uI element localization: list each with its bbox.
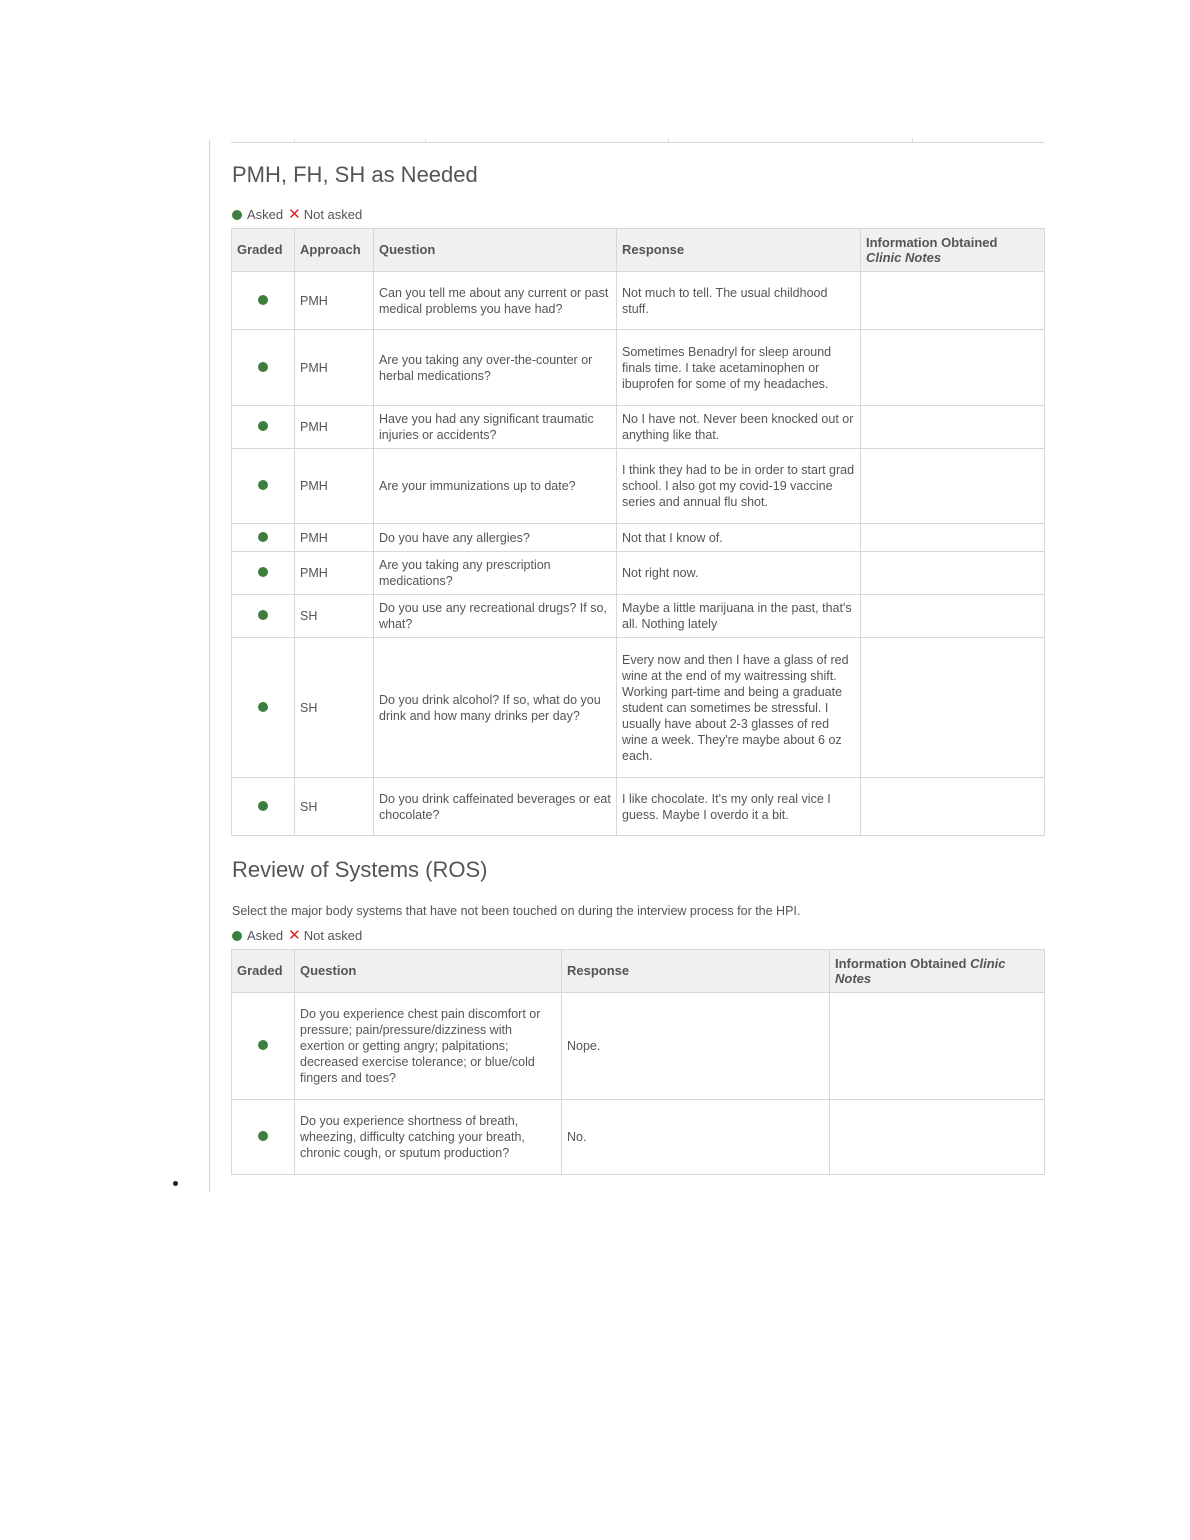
- col-question: Question: [374, 229, 617, 272]
- asked-dot-icon: [232, 931, 242, 941]
- question-cell: Can you tell me about any current or past medical problems you have had?: [374, 272, 617, 330]
- col-info-obtained: [861, 229, 1045, 272]
- response-cell: No I have not. Never been knocked out or anything like that.: [617, 406, 861, 449]
- graded-cell: [232, 638, 295, 778]
- col-clinic-label: Clinic: [970, 956, 1006, 971]
- col-question: Question: [295, 950, 562, 993]
- ros-table: [231, 949, 1045, 1175]
- col-approach: Approach: [295, 229, 374, 272]
- table-row: [232, 272, 1045, 330]
- col-response: Response: [617, 229, 861, 272]
- question-cell: Have you had any significant traumatic injuries or accidents?: [374, 406, 617, 449]
- notes-cell[interactable]: [830, 1100, 1045, 1175]
- notes-cell[interactable]: [861, 524, 1045, 552]
- asked-dot-icon: [258, 1131, 268, 1141]
- table-row: [232, 1100, 1045, 1175]
- question-cell: Do you drink caffeinated beverages or eat chocolate?: [374, 778, 617, 836]
- graded-cell: [232, 330, 295, 406]
- graded-cell: [232, 595, 295, 638]
- table-row: [232, 552, 1045, 595]
- notes-cell[interactable]: [861, 406, 1045, 449]
- asked-dot-icon: [258, 532, 268, 542]
- response-cell: I think they had to be in order to start grad school. I also got my covid-19 vaccine series and annual flu shot.: [617, 449, 861, 524]
- graded-cell: [232, 449, 295, 524]
- notes-cell[interactable]: [861, 272, 1045, 330]
- response-cell: Not right now.: [617, 552, 861, 595]
- pmh-table: [231, 228, 1045, 836]
- approach-cell: PMH: [295, 272, 374, 330]
- asked-dot-icon: [258, 567, 268, 577]
- response-cell: Not much to tell. The usual childhood stuff.: [617, 272, 861, 330]
- approach-cell: PMH: [295, 330, 374, 406]
- approach-cell: PMH: [295, 406, 374, 449]
- table-row: [232, 595, 1045, 638]
- response-cell: Maybe a little marijuana in the past, that's all. Nothing lately: [617, 595, 861, 638]
- asked-dot-icon: [258, 362, 268, 372]
- notes-cell[interactable]: [861, 449, 1045, 524]
- notes-cell[interactable]: [861, 330, 1045, 406]
- not-asked-x-icon: ✕: [288, 206, 301, 223]
- approach-cell: SH: [295, 778, 374, 836]
- not-asked-x-icon: ✕: [288, 927, 301, 944]
- asked-dot-icon: [258, 421, 268, 431]
- legend-not-asked-label: Not asked: [303, 928, 363, 943]
- col-info-label: Information Obtained: [866, 235, 998, 250]
- asked-dot-icon: [258, 610, 268, 620]
- notes-cell[interactable]: [861, 778, 1045, 836]
- table-row: [232, 638, 1045, 778]
- asked-dot-icon: [258, 480, 268, 490]
- pmh-section-title: PMH, FH, SH as Needed: [232, 162, 478, 187]
- ros-section-title: Review of Systems (ROS): [232, 857, 488, 882]
- approach-cell: SH: [295, 595, 374, 638]
- approach-cell: PMH: [295, 524, 374, 552]
- question-cell: Are you taking any over-the-counter or herbal medications?: [374, 330, 617, 406]
- notes-cell[interactable]: [861, 595, 1045, 638]
- col-notes-label: Notes: [835, 971, 872, 986]
- table-row: [232, 524, 1045, 552]
- question-cell: Do you use any recreational drugs? If so, what?: [374, 595, 617, 638]
- col-response: Response: [562, 950, 830, 993]
- table-row: [232, 449, 1045, 524]
- graded-cell: [232, 778, 295, 836]
- legend-asked-label: Asked: [247, 928, 284, 943]
- graded-cell: [232, 406, 295, 449]
- ros-instructions: Select the major body systems that have not been touched on during the interview process for the HPI.: [232, 904, 801, 918]
- question-cell: Are your immunizations up to date?: [374, 449, 617, 524]
- response-cell: Nope.: [562, 993, 830, 1100]
- pmh-legend: [232, 207, 362, 222]
- col-info-obtained: [830, 950, 1045, 993]
- approach-cell: PMH: [295, 552, 374, 595]
- graded-cell: [232, 1100, 295, 1175]
- notes-cell[interactable]: [861, 638, 1045, 778]
- graded-cell: [232, 524, 295, 552]
- question-cell: Are you taking any prescription medications?: [374, 552, 617, 595]
- response-cell: I like chocolate. It's my only real vice I guess. Maybe I overdo it a bit.: [617, 778, 861, 836]
- legend-not-asked-label: Not asked: [303, 207, 363, 222]
- asked-dot-icon: [258, 801, 268, 811]
- col-info-label: Information Obtained: [835, 956, 967, 971]
- col-graded: Graded: [232, 950, 295, 993]
- graded-cell: [232, 993, 295, 1100]
- asked-dot-icon: [232, 210, 242, 220]
- graded-cell: [232, 552, 295, 595]
- asked-dot-icon: [258, 295, 268, 305]
- asked-dot-icon: [258, 702, 268, 712]
- ros-legend: [232, 928, 362, 943]
- response-cell: Not that I know of.: [617, 524, 861, 552]
- asked-dot-icon: [258, 1040, 268, 1050]
- response-cell: No.: [562, 1100, 830, 1175]
- question-cell: Do you experience shortness of breath, wheezing, difficulty catching your breath, chronic cough, or sputum production?: [295, 1100, 562, 1175]
- table-row: [232, 406, 1045, 449]
- response-cell: Every now and then I have a glass of red wine at the end of my waitressing shift. Working part-time and being a graduate student can sometimes be stressful. I usually have about 2-3 glasses of red wine a week. They're maybe about 6 oz each.: [617, 638, 861, 778]
- notes-cell[interactable]: [830, 993, 1045, 1100]
- graded-cell: [232, 272, 295, 330]
- left-divider: [209, 140, 210, 1192]
- approach-cell: PMH: [295, 449, 374, 524]
- question-cell: Do you experience chest pain discomfort or pressure; pain/pressure/dizziness with exertion or getting angry; palpitations; decreased exercise tolerance; or blue/cold fingers and toes?: [295, 993, 562, 1100]
- pmh-header-row: [232, 229, 1045, 272]
- table-row: [232, 330, 1045, 406]
- table-row: [232, 778, 1045, 836]
- question-cell: Do you have any allergies?: [374, 524, 617, 552]
- ros-header-row: [232, 950, 1045, 993]
- approach-cell: SH: [295, 638, 374, 778]
- table-row: [232, 993, 1045, 1100]
- list-bullet: [173, 1181, 178, 1186]
- top-divider: [231, 142, 1044, 143]
- notes-cell[interactable]: [861, 552, 1045, 595]
- col-graded: Graded: [232, 229, 295, 272]
- col-clinic-notes-label: Clinic Notes: [866, 250, 942, 265]
- question-cell: Do you drink alcohol? If so, what do you drink and how many drinks per day?: [374, 638, 617, 778]
- response-cell: Sometimes Benadryl for sleep around finals time. I take acetaminophen or ibuprofen for some of my headaches.: [617, 330, 861, 406]
- legend-asked-label: Asked: [247, 207, 284, 222]
